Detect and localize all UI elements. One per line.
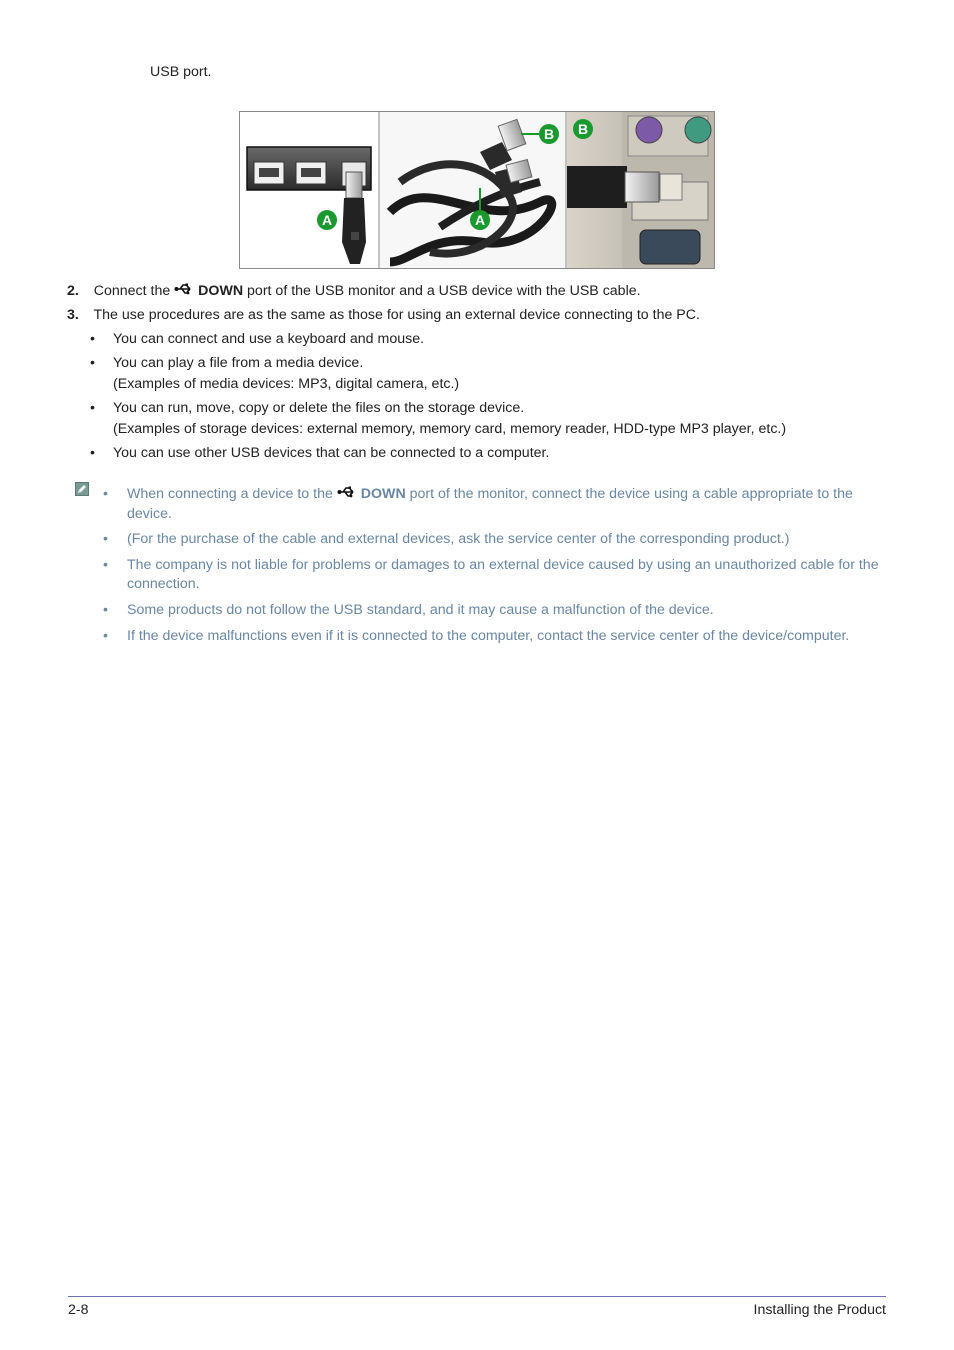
label-b-callout: B xyxy=(573,119,593,139)
label-a-callout: A xyxy=(470,210,490,230)
step-text: The use procedures are as the same as those for using an external device connecting to the PC. xyxy=(93,307,700,323)
label-a-callout: A xyxy=(317,210,337,230)
note-bullet: • xyxy=(103,557,108,573)
bullet-text: You can use other USB devices that can be connected to a computer. xyxy=(113,445,550,461)
note-text: If the device malfunctions even if it is connected to the computer, contact the service center of the device/computer. xyxy=(127,628,850,644)
note-text: (For the purchase of the cable and external devices, ask the service center of the corresponding product.) xyxy=(127,531,790,547)
down-port-label: DOWN xyxy=(360,486,406,502)
step-number: 2. xyxy=(67,283,79,299)
down-port-label: DOWN xyxy=(198,283,244,299)
intro-text: USB port. xyxy=(150,64,212,80)
step-2 xyxy=(67,282,641,300)
note-text: Some products do not follow the USB standard, and it may cause a malfunction of the device. xyxy=(127,602,714,618)
bullet-symbol: • xyxy=(90,445,95,461)
bullet-symbol: • xyxy=(90,400,95,416)
bullet-text-continued: (Examples of storage devices: external memory, memory card, memory reader, HDD-type MP3 player, etc.) xyxy=(113,421,787,437)
step-suffix: port of the USB monitor and a USB device with the USB cable. xyxy=(247,283,641,299)
note-prefix: When connecting a device to the xyxy=(127,486,333,502)
footer-divider xyxy=(68,1296,886,1297)
note-text-continued: connection. xyxy=(127,576,200,592)
note-bullet: • xyxy=(103,486,108,502)
note-text-continued: device. xyxy=(127,506,172,522)
leader-line xyxy=(479,188,481,210)
bullet-text: You can connect and use a keyboard and mouse. xyxy=(113,331,425,347)
bullet-symbol: • xyxy=(90,331,95,347)
bullet-text-continued: (Examples of media devices: MP3, digital camera, etc.) xyxy=(113,376,460,392)
step-3 xyxy=(67,306,700,324)
usb-connection-figure xyxy=(239,111,715,269)
note-pencil-icon xyxy=(75,482,89,496)
note-text xyxy=(127,485,853,504)
note-suffix: port of the monitor, connect the device using a cable appropriate to the xyxy=(409,486,853,502)
bullet-symbol: • xyxy=(90,355,95,371)
usb-connection-illustration xyxy=(240,112,714,268)
note-bullet: • xyxy=(103,602,108,618)
page-number: 2-8 xyxy=(68,1302,89,1318)
bullet-text: You can play a file from a media device. xyxy=(113,355,364,371)
note-text: The company is not liable for problems or damages to an external device caused by using an unauthorized cable for the xyxy=(127,557,879,573)
step-number: 3. xyxy=(67,307,79,323)
step-prefix: Connect the xyxy=(93,283,171,299)
leader-line xyxy=(521,133,539,135)
section-title: Installing the Product xyxy=(753,1302,886,1318)
label-b-callout: B xyxy=(539,124,559,144)
usb-icon xyxy=(174,282,194,300)
note-bullet: • xyxy=(103,531,108,547)
bullet-text: You can run, move, copy or delete the files on the storage device. xyxy=(113,400,525,416)
usb-icon xyxy=(337,485,357,504)
note-bullet: • xyxy=(103,628,108,644)
